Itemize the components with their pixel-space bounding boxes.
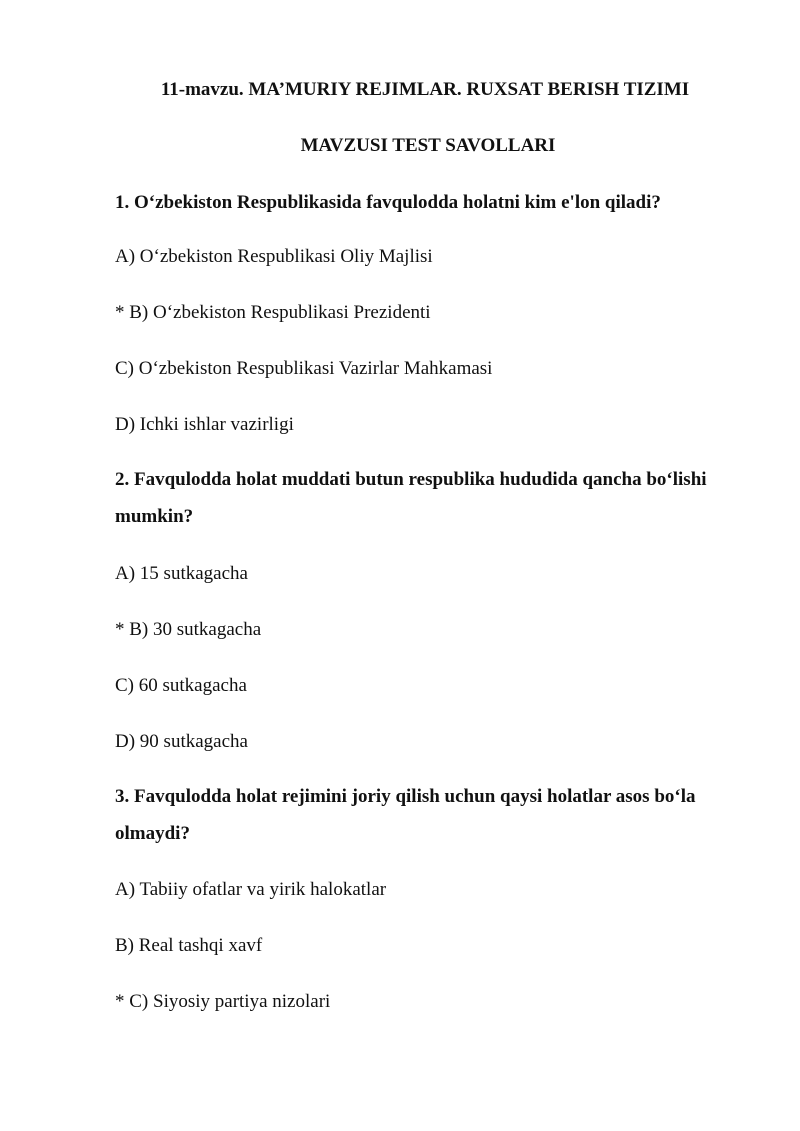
question-2-option-c: C) 60 sutkagacha	[115, 675, 247, 696]
document-title-line-1: 11-mavzu. MA’MURIY REJIMLAR. RUXSAT BERISH TIZIMI	[160, 79, 690, 100]
question-2-option-b: * B) 30 sutkagacha	[115, 619, 262, 640]
question-2-option-a: A) 15 sutkagacha	[115, 563, 248, 584]
question-2: 2. Favqulodda holat muddati butun respublika hududida qancha bo‘lishi mumkin?	[115, 469, 707, 527]
question-3-option-c: * C) Siyosiy partiya nizolari	[115, 991, 331, 1012]
question-1-option-a: A) O‘zbekiston Respublikasi Oliy Majlisi	[115, 246, 433, 267]
question-3: 3. Favqulodda holat rejimini joriy qilish uchun qaysi holatlar asos bo‘la olmaydi?	[115, 786, 696, 844]
question-1-option-b: * B) O‘zbekiston Respublikasi Prezidenti	[115, 302, 431, 323]
question-1-option-d: D) Ichki ishlar vazirligi	[115, 414, 294, 435]
question-3-option-b: B) Real tashqi xavf	[115, 935, 263, 956]
question-1: 1. O‘zbekiston Respublikasida favqulodda holatni kim e'lon qiladi?	[115, 192, 661, 213]
document-title-line-2: MAVZUSI TEST SAVOLLARI	[300, 135, 556, 156]
question-1-option-c: C) O‘zbekiston Respublikasi Vazirlar Mahkamasi	[115, 358, 493, 379]
question-3-option-a: A) Tabiiy ofatlar va yirik halokatlar	[115, 879, 387, 900]
question-2-option-d: D) 90 sutkagacha	[115, 731, 248, 752]
